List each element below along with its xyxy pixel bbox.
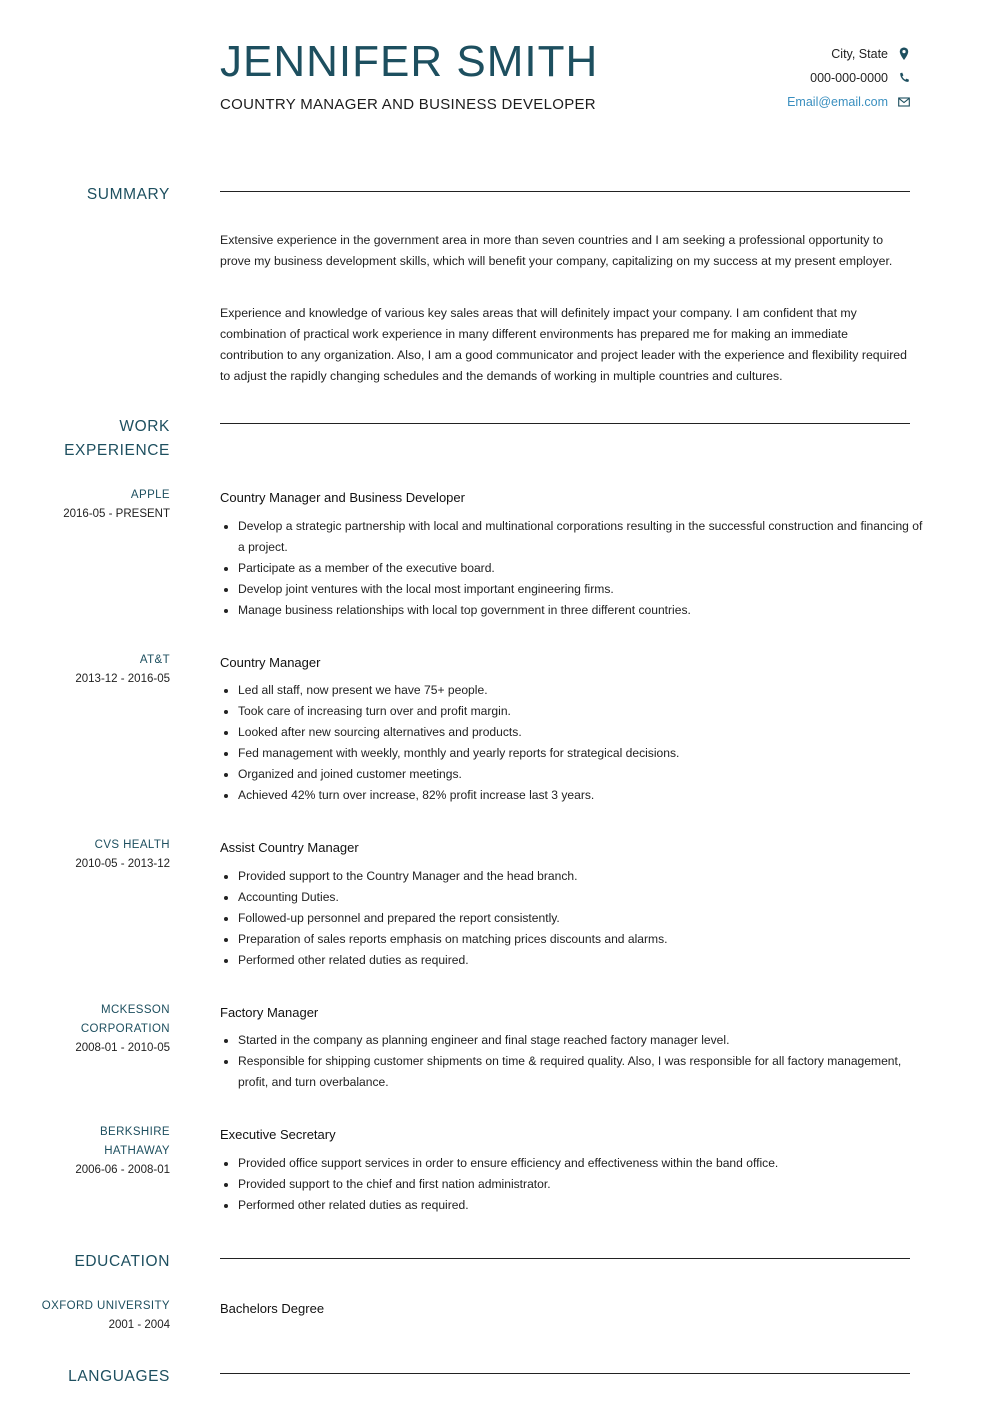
summary-paragraph: Experience and knowledge of various key sales areas that will definitely impact your company. I am confident that my combination of practical work experience in many different environments has prepared me for making an immediate contribution to any organization. Also, I am a good communicator and project leader with the experience and flexibility required to adjust the rapidly changing schedules and the demands of working in multiple countries and cultures. bbox=[220, 306, 907, 383]
job-title: Factory Manager bbox=[220, 1005, 319, 1020]
job-meta bbox=[10, 1123, 170, 1180]
job-dates: 2013-12 - 2016-05 bbox=[75, 673, 170, 685]
email-link[interactable]: Email@email.com bbox=[787, 95, 888, 109]
list-item: • Provided office support services in order to ensure efficiency and effectiveness within the band office. bbox=[238, 1153, 928, 1174]
envelope-icon bbox=[898, 95, 910, 109]
list-item: • Organized and joined customer meetings. bbox=[238, 764, 928, 785]
summary-paragraph: Extensive experience in the government area in more than seven countries and I am seeking a professional opportunity to prove my business development skills, which will benefit your company, capitalizing on my success at my present employer. bbox=[220, 233, 893, 268]
list-item: • Develop a strategic partnership with local and multinational corporations resulting in the successful construction and financing of a project. bbox=[238, 516, 928, 558]
section-title-education: EDUCATION bbox=[74, 1253, 170, 1270]
job-title: Country Manager and Business Developer bbox=[220, 490, 465, 505]
job-bullets bbox=[220, 680, 928, 806]
company-name: HATHAWAY bbox=[104, 1145, 170, 1157]
job-dates: 2008-01 - 2010-05 bbox=[75, 1042, 170, 1054]
section-title-languages: LANGUAGES bbox=[68, 1368, 170, 1385]
list-item: • Manage business relationships with local top government in three different countries. bbox=[238, 600, 928, 621]
job-title: Executive Secretary bbox=[220, 1127, 336, 1142]
contact-block bbox=[650, 42, 910, 114]
list-item: • Followed-up personnel and prepared the report consistently. bbox=[238, 908, 928, 929]
phone-text: 000-000-0000 bbox=[810, 71, 888, 85]
location-text: City, State bbox=[831, 47, 888, 61]
school-name: OXFORD UNIVERSITY bbox=[41, 1300, 170, 1312]
contact-phone bbox=[650, 66, 910, 90]
education-dates: 2001 - 2004 bbox=[108, 1319, 170, 1331]
section-divider bbox=[220, 1258, 910, 1259]
candidate-name: JENNIFER SMITH bbox=[220, 37, 599, 86]
job-meta bbox=[10, 836, 170, 874]
job-meta bbox=[10, 1001, 170, 1058]
job-title: Country Manager bbox=[220, 655, 321, 670]
section-title-work-experience bbox=[64, 415, 170, 463]
education-meta bbox=[10, 1297, 170, 1335]
company-name: BERKSHIRE bbox=[99, 1126, 170, 1138]
list-item: • Fed management with weekly, monthly and yearly reports for strategical decisions. bbox=[238, 743, 928, 764]
list-item: • Performed other related duties as required. bbox=[238, 1195, 928, 1216]
job-bullets bbox=[220, 516, 928, 621]
list-item: • Preparation of sales reports emphasis on matching prices discounts and alarms. bbox=[238, 929, 928, 950]
section-title-line: EXPERIENCE bbox=[64, 442, 170, 459]
list-item: • Started in the company as planning engineer and final stage reached factory manager level. bbox=[238, 1030, 928, 1051]
company-name: CVS HEALTH bbox=[94, 839, 170, 851]
section-title-summary: SUMMARY bbox=[86, 186, 170, 203]
list-item: • Provided support to the Country Manager and the head branch. bbox=[238, 866, 928, 887]
section-divider bbox=[220, 191, 910, 192]
list-item: • Responsible for shipping customer shipments on time & required quality. Also, I was responsible for all factory management, profit, and turn overbalance. bbox=[238, 1051, 928, 1093]
map-pin-icon bbox=[898, 47, 910, 61]
list-item: • Provided support to the chief and first nation administrator. bbox=[238, 1174, 928, 1195]
phone-icon bbox=[898, 71, 910, 85]
job-bullets bbox=[220, 1030, 928, 1093]
company-name: AT&T bbox=[139, 654, 170, 666]
contact-location bbox=[650, 42, 910, 66]
job-dates: 2016-05 - PRESENT bbox=[63, 508, 170, 520]
candidate-headline: COUNTRY MANAGER AND BUSINESS DEVELOPER bbox=[220, 96, 596, 113]
section-divider bbox=[220, 423, 910, 424]
job-dates: 2010-05 - 2013-12 bbox=[75, 858, 170, 870]
company-name: CORPORATION bbox=[80, 1023, 170, 1035]
list-item: • Accounting Duties. bbox=[238, 887, 928, 908]
job-bullets bbox=[220, 1153, 928, 1216]
list-item: • Achieved 42% turn over increase, 82% profit increase last 3 years. bbox=[238, 785, 928, 806]
job-title: Assist Country Manager bbox=[220, 840, 359, 855]
job-meta bbox=[10, 651, 170, 689]
list-item: • Took care of increasing turn over and profit margin. bbox=[238, 701, 928, 722]
section-divider bbox=[220, 1373, 910, 1374]
list-item: • Participate as a member of the executive board. bbox=[238, 558, 928, 579]
job-meta bbox=[10, 486, 170, 524]
contact-email[interactable] bbox=[650, 90, 910, 114]
section-title-line: WORK bbox=[119, 418, 170, 435]
job-bullets bbox=[220, 866, 928, 971]
company-name: APPLE bbox=[130, 489, 170, 501]
company-name: MCKESSON bbox=[100, 1004, 170, 1016]
job-dates: 2006-06 - 2008-01 bbox=[75, 1164, 170, 1176]
degree-title: Bachelors Degree bbox=[220, 1301, 325, 1316]
list-item: • Performed other related duties as required. bbox=[238, 950, 928, 971]
list-item: • Looked after new sourcing alternatives and products. bbox=[238, 722, 928, 743]
list-item: • Led all staff, now present we have 75+ people. bbox=[238, 680, 928, 701]
list-item: • Develop joint ventures with the local most important engineering firms. bbox=[238, 579, 928, 600]
